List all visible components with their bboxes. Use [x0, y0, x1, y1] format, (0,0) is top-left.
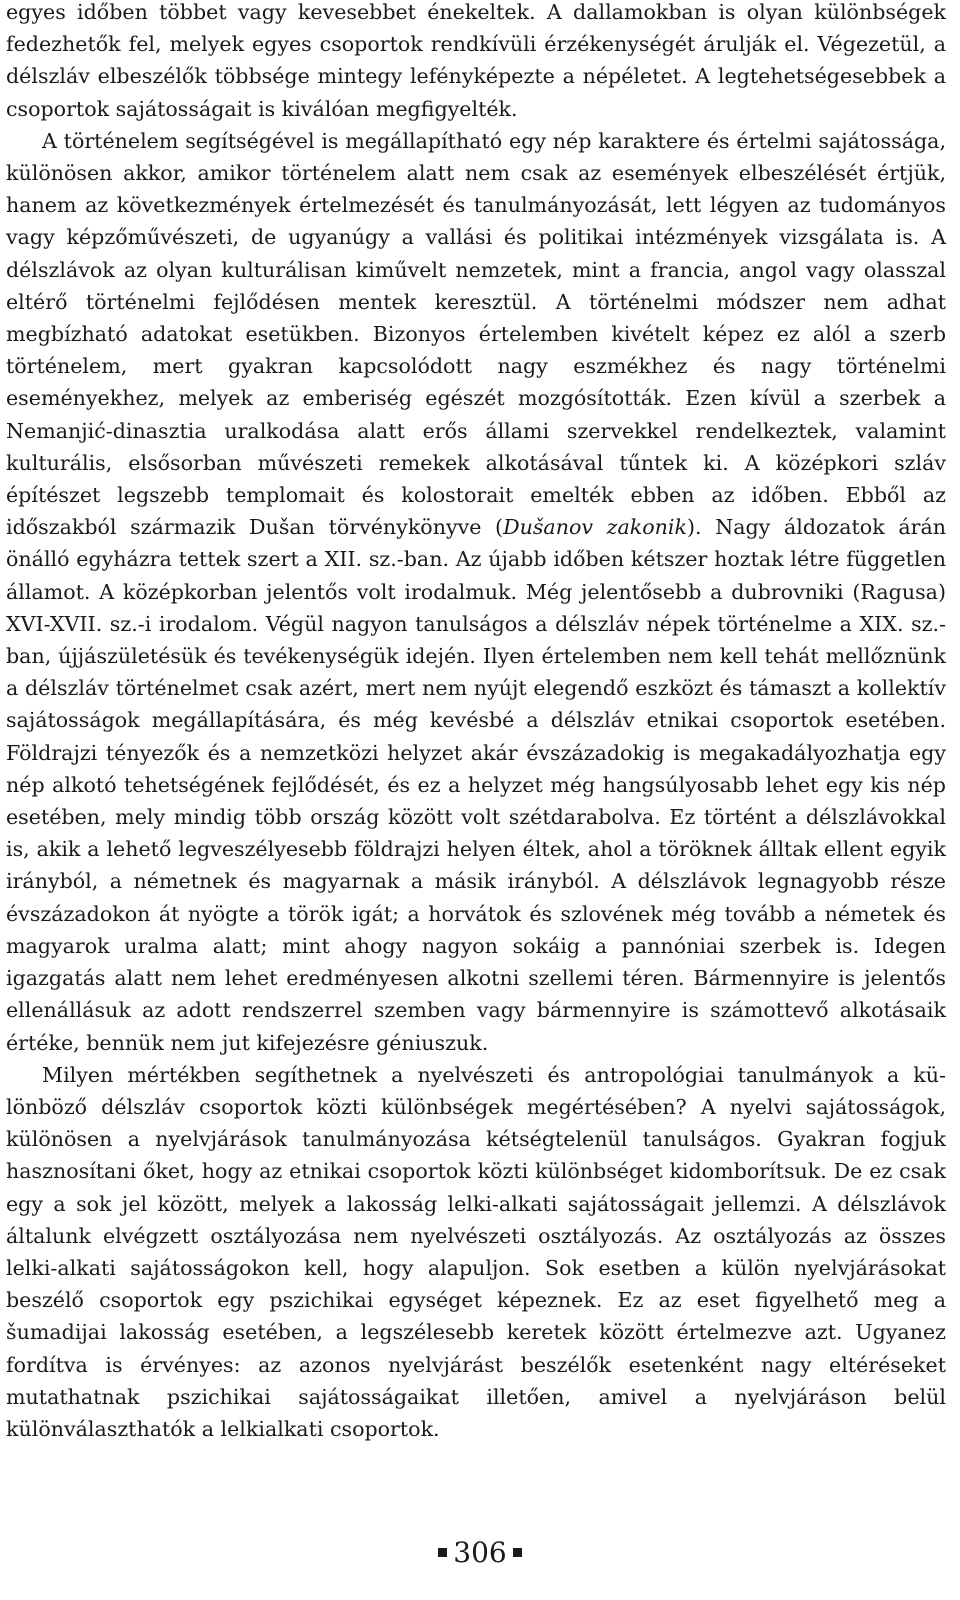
- paragraph: [6, 0, 946, 125]
- page-number: 306: [453, 1536, 507, 1569]
- paragraph: [6, 125, 946, 1059]
- document-page: [6, 0, 946, 1445]
- page-footer: [0, 1533, 960, 1573]
- square-bullet-icon: [513, 1548, 522, 1557]
- square-bullet-icon: [438, 1548, 447, 1557]
- italic-text: Dušanov zakonik: [503, 515, 687, 540]
- paragraph: [6, 1059, 946, 1445]
- text-segment: ). Nagy áldozatok árán önálló egyházra tettek szert a XII. sz.-ban. Az újabb időben kétszer hoztak létre független államot. A középkorban jelentős volt irodalmuk. Még jelentősebb a dubrovniki (Ragusa) XVI-XVII. sz.-i irodalom. Végül nagyon tanulságos a délszláv népek történelme a XIX. sz.-ban, újjászületésük és tevékenységük idején. Ilyen értelemben nem kell tehát mellőznünk a délszláv történelmet csak azért, mert nem nyújt elegendő eszközt és támaszt a kollektív sajátosságok megállapítására, és még kevésbé a délszláv etnikai csoportok esetében. Földrajzi tényezők és a nemzetközi helyzet akár évszázadokig is megakadályozhatja egy nép alkotó tehetségének fejlődését, és ez a helyzet még hangsúlyosabb lehet egy kis nép esetében, mely mindig több ország között volt szétdarabolva. Ez történt a délszlávokkal is, akik a lehető legveszélyesebb földrajzi helyen éltek, ahol a töröknek álltak ellent egyik irányból, a németnek és magyarnak a másik irányból. A délszlávok legnagyobb része évszázadokon át nyögte a török igát; a horvátok és szlovének még tovább a németek és magyarok uralma alatt; mint ahogy nagyon sokáig a pannóniai szerbek is. Idegen igazgatás alatt nem lehet eredményesen alkotni szellemi téren. Bármennyire is jelentős ellenállásuk az adott rendszerrel szemben vagy bármennyire is számottevő alkotásaik értéke, bennük nem jut kifejezésre géniuszuk.: [6, 515, 946, 1055]
- body-text: [6, 0, 946, 1445]
- text-segment: A történelem segítségével is megállapítható egy nép karaktere és értelmi sajátossága, különösen akkor, amikor történelem alatt nem csak az események elbeszélését értjük, hanem az következmények értelmezését és tanulmányozását, lett légyen az tudományos vagy képzőművészeti, de ugyanúgy a vallási és politikai intézmények vizsgálata is. A délszlávok az olyan kulturálisan kiművelt nemzetek, mint a francia, angol vagy olasszal eltérő történelmi fejlődésen mentek keresztül. A történelmi módszer nem adhat megbízható adatokat esetükben. Bizonyos értelemben kivételt képez ez alól a szerb történelem, mert gyakran kapcsolódott nagy eszmékhez és nagy történelmi eseményekhez, melyek az emberiség egészét mozgósították. Ezen kívül a szerbek a Nemanjić-dinasztia uralkodása alatt erős állami szervekkel rendelkeztek, valamint kulturális, elsősorban művészeti remekek alkotásával tűntek ki. A középkori szláv építészet legszebb templomait és kolostorait emelték ebben az időben. Ebből az időszakból származik Dušan törvénykönyve (: [6, 128, 946, 540]
- text-segment: egyes időben többet vagy kevesebbet énekeltek. A dallamokban is olyan különbségek fedezhetők fel, melyek egyes csoportok rendkívüli érzékenységét árulják el. Végezetül, a délszláv elbeszélők többsége mintegy lefényképezte a népéletet. A legtehetségesebbek a csoportok sajátosságait is kiválóan megfigyelték.: [6, 0, 946, 121]
- text-segment: Milyen mértékben segíthetnek a nyelvészeti és antropológiai tanulmányok a különböző délszláv csoportok közti különbségek megértésében? A nyelvi sajátosságok, különösen a nyelvjárások tanulmányozása kétségtelenül tanulságos. Gyakran fogjuk hasznosítani őket, hogy az etnikai csoportok közti különbséget kidomborítsuk. De ez csak egy a sok jel között, melyek a lakosság lelki-alkati sajátosságait jellemzi. A délszlávok általunk elvégzett osztályozása nem nyelvészeti osztályozás. Az osztályozás az összes lelki-alkati sajátosságokon kell, hogy alapuljon. Sok esetben a külön nyelvjárásokat beszélő csoportok egy pszichikai egységet képeznek. Ez az eset figyelhető meg a šumadijai lakosság esetében, a legszélesebb keretek között értelmezve azt. Ugyanez fordítva is érvényes: az azonos nyelvjárást beszélők esetenként nagy eltéréseket mutathatnak pszichikai sajátosságaikat illetően, amivel a nyelvjáráson belül különválaszthatók a lelkialkati csoportok.: [6, 1062, 946, 1441]
